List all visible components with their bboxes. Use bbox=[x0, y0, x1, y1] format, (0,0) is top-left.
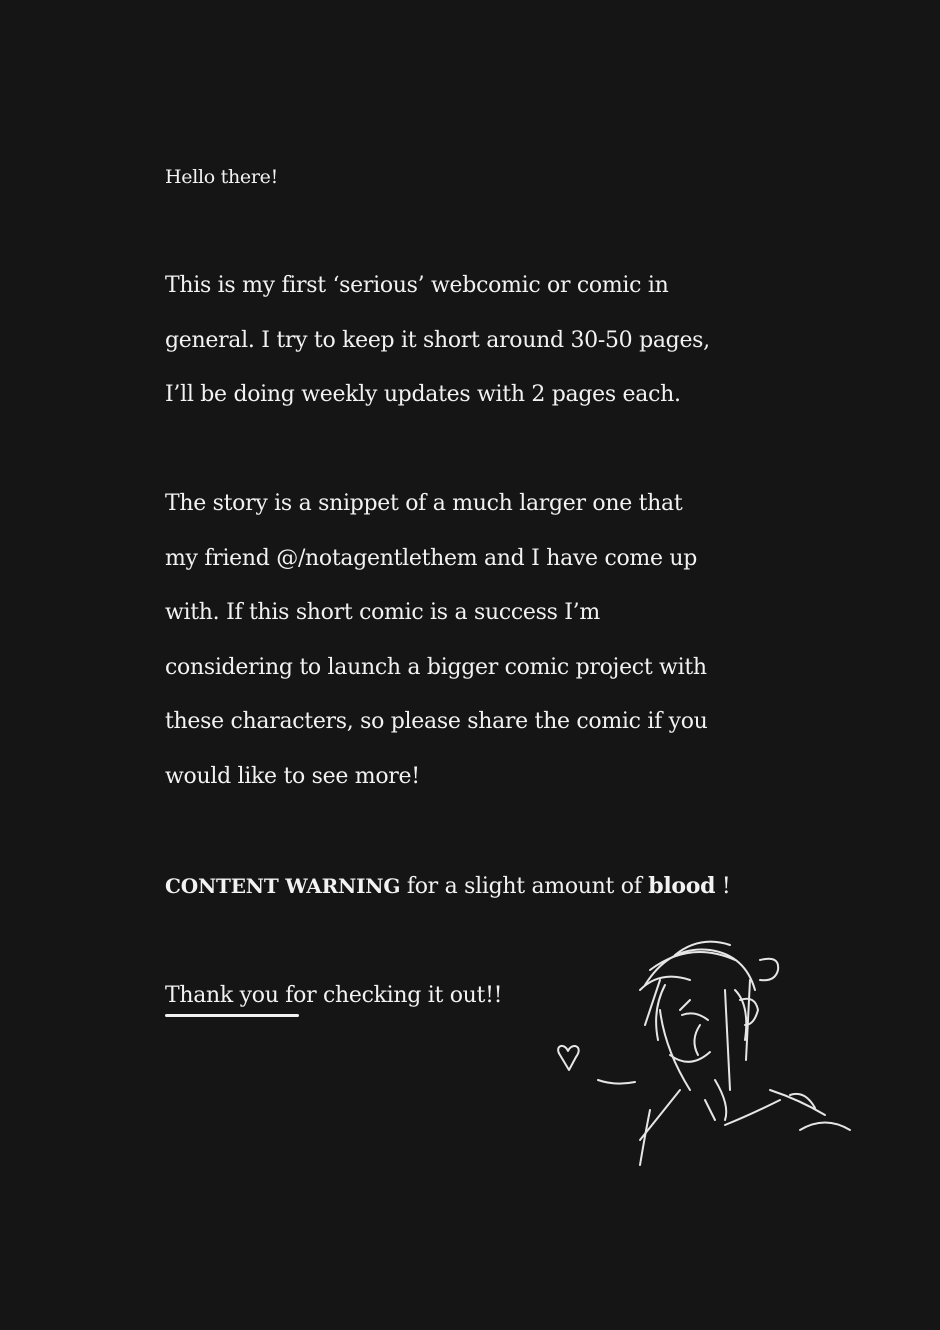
content-warning-emphasis: blood bbox=[648, 872, 716, 899]
story-line: would like to see more! bbox=[165, 763, 420, 789]
story-line: The story is a snippet of a much larger one that bbox=[165, 491, 683, 516]
content-warning-label: CONTENT WARNING bbox=[165, 873, 401, 898]
story-line: with. If this short comic is a success I’m bbox=[165, 600, 600, 625]
story-line: considering to launch a bigger comic project with bbox=[165, 654, 707, 680]
intro-paragraph bbox=[165, 259, 805, 423]
heart-icon bbox=[558, 1046, 579, 1070]
intro-line: I’ll be doing weekly updates with 2 pages each. bbox=[165, 382, 681, 407]
story-line: these characters, so please share the comic if you bbox=[165, 709, 708, 734]
character-sketch-icon bbox=[540, 930, 870, 1180]
greeting: Hello there! bbox=[165, 166, 278, 188]
content-warning-end: ! bbox=[715, 873, 731, 899]
content-warning-text: for a slight amount of bbox=[400, 873, 649, 899]
intro-line: This is my first ‘serious’ webcomic or comic in bbox=[165, 273, 669, 298]
thanks-underlined-text: Thank you bbox=[165, 982, 279, 1008]
story-paragraph bbox=[165, 477, 805, 804]
underline-stroke bbox=[165, 1014, 299, 1017]
content-warning bbox=[165, 859, 805, 915]
thanks-underlined bbox=[165, 969, 279, 1024]
story-line: my friend @/notagentlethem and I have come up bbox=[165, 545, 698, 571]
thanks-rest: for checking it out!! bbox=[278, 982, 503, 1008]
intro-line: general. I try to keep it short around 30-50 pages, bbox=[165, 327, 710, 353]
